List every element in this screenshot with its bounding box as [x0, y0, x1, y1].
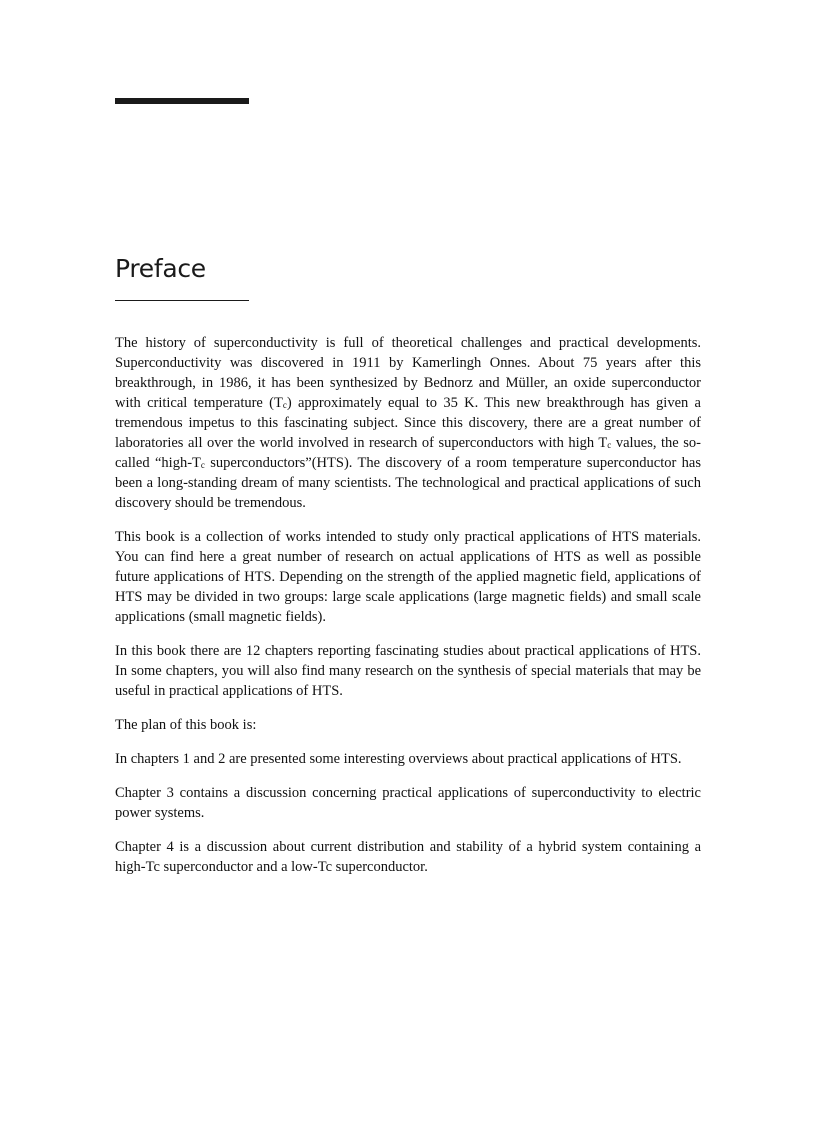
paragraph-chapter-3: Chapter 3 contains a discussion concerning practical applications of superconductivity to electric power systems.: [115, 785, 701, 821]
paragraph-plan-intro: The plan of this book is:: [115, 717, 257, 733]
paragraph-chapter-4: Chapter 4 is a discussion about current distribution and stability of a hybrid system containing a high-Tc superconductor and a low-Tc superconductor.: [115, 839, 701, 875]
paragraph-book-scope: This book is a collection of works intended to study only practical applications of HTS materials. You can find here a great number of research on actual applications of HTS as well as possible future applications of HTS. Depending on the strength of the applied magnetic field, applications of HTS may be divided in two groups: large scale applications (large magnetic fields) and small scale applications (small magnetic fields).: [115, 529, 701, 625]
paragraph-chapters-overview: In this book there are 12 chapters reporting fascinating studies about practical applications of HTS. In some chapters, you will also find many research on the synthesis of special materials that may be useful in practical applications of HTS.: [115, 643, 701, 699]
top-decorative-rule: [115, 98, 249, 104]
title-underline: [115, 300, 249, 301]
paragraph-history: The history of superconductivity is full of theoretical challenges and practical developments. Superconductivity was discovered in 1911 by Kamerlingh Onnes. About 75 years after this breakthrough, in 1986, it has been synthesized by Bednorz and Müller, an oxide superconductor with critical temperature $(T_c)$ approximately equal to 35 K. This new breakthrough has given a tremendous impetus to this fascinating subject. Since this discovery, there are a great number of laboratories all over the world involved in research of superconductors with high $T_c$ values, the so-called “$high-T_c$ superconductors”(HTS). The discovery of a room temperature superconductor has been a long-standing dream of many scientists. The technological and practical applications of such discovery should be tremendous.: [115, 335, 702, 511]
paragraph-chapters-1-2: In chapters 1 and 2 are presented some interesting overviews about practical applications of HTS.: [115, 751, 682, 767]
preface-body: [115, 333, 701, 877]
page-title: Preface: [115, 254, 206, 283]
